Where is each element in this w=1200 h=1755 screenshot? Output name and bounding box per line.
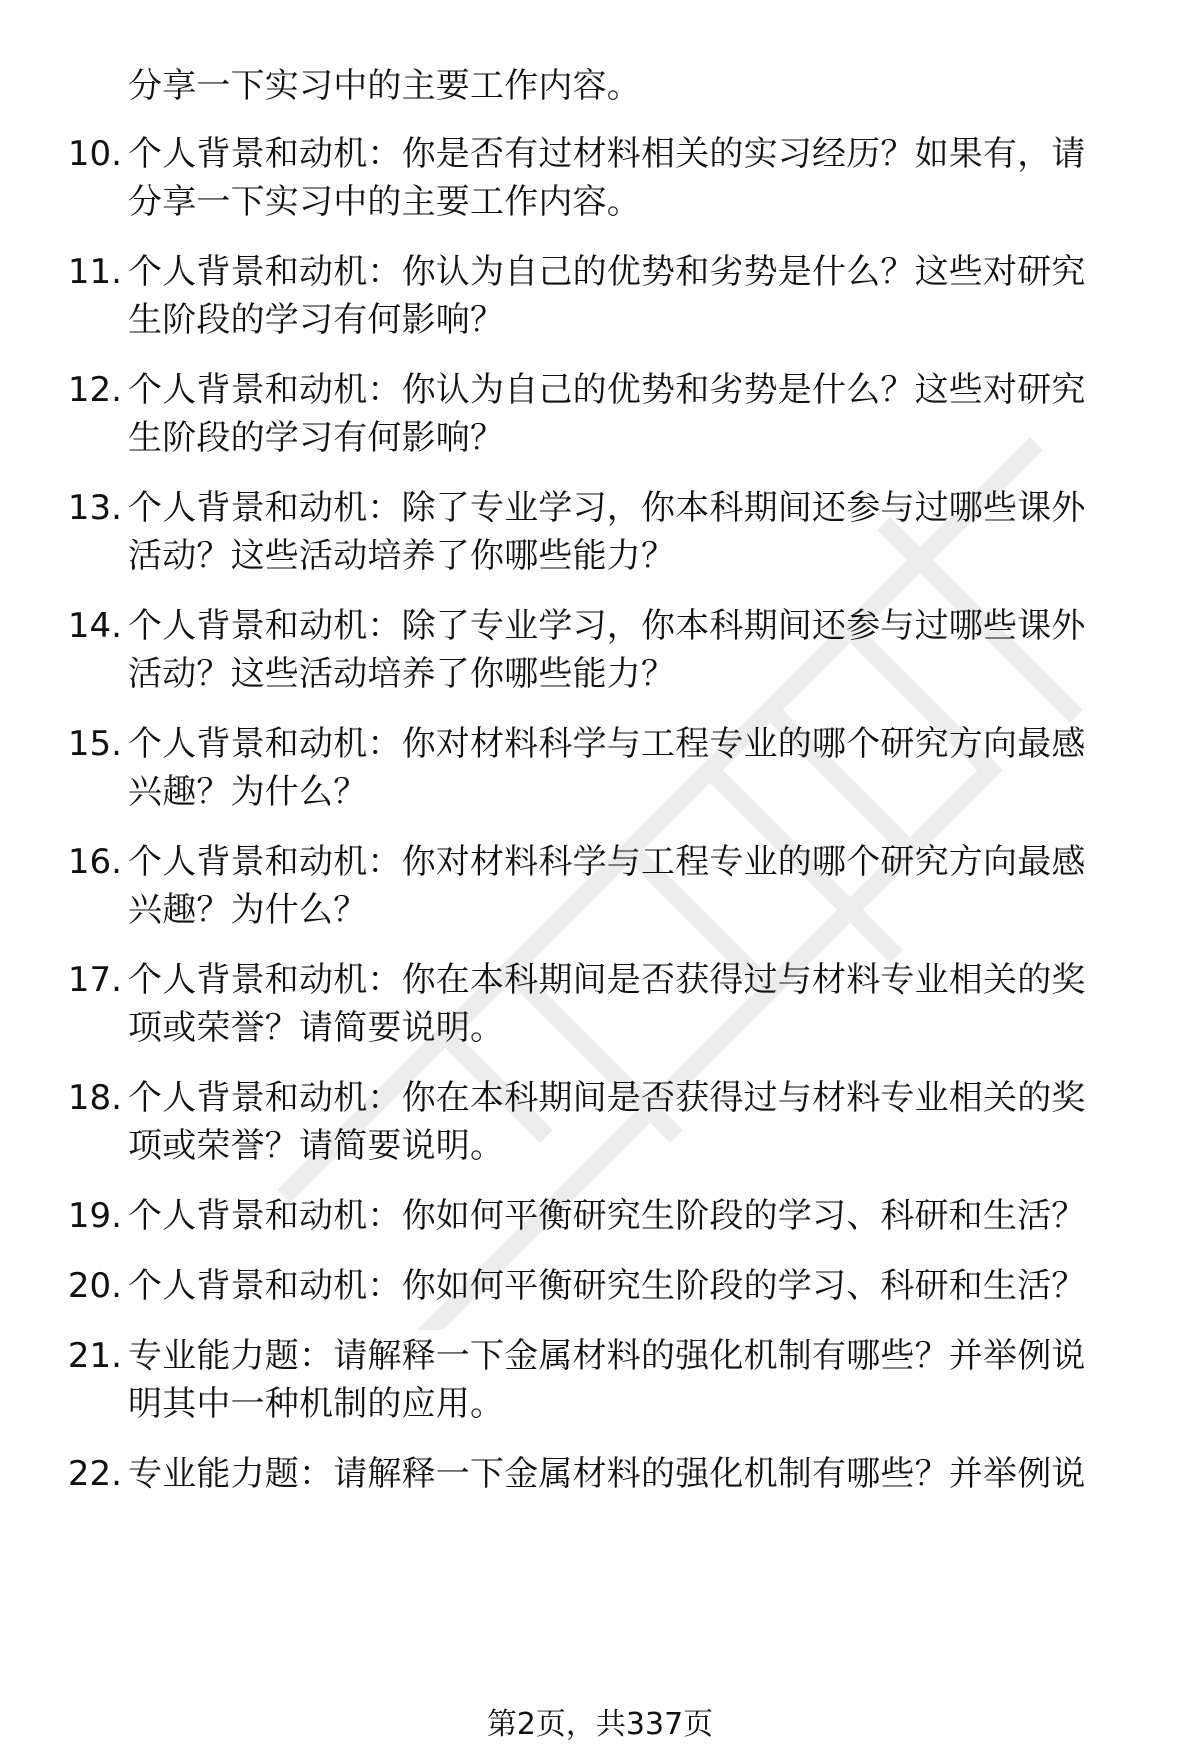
question-text: 个人背景和动机：你如何平衡研究生阶段的学习、科研和生活？ [128, 1196, 1086, 1236]
question-number: 20. [67, 1266, 122, 1306]
question-text: 个人背景和动机：你如何平衡研究生阶段的学习、科研和生活？ [128, 1266, 1086, 1306]
question-number: 14. [67, 606, 122, 646]
question-number: 13. [67, 488, 122, 528]
question-text: 个人背景和动机：除了专业学习，你本科期间还参与过哪些课外 活动？这些活动培养了你哪些能力？ [128, 606, 1086, 694]
question-number: 19. [67, 1196, 122, 1236]
question-number: 11. [67, 252, 122, 292]
question-text: 个人背景和动机：你认为自己的优势和劣势是什么？这些对研究 生阶段的学习有何影响？ [128, 252, 1086, 340]
question-number: 17. [67, 960, 122, 1000]
question-number: 22. [67, 1454, 122, 1494]
question-number: 15. [67, 724, 122, 764]
question-text: 专业能力题：请解释一下金属材料的强化机制有哪些？并举例说 [128, 1454, 1086, 1494]
question-text: 个人背景和动机：你对材料科学与工程专业的哪个研究方向最感 兴趣？为什么？ [128, 724, 1086, 812]
question-number: 16. [67, 842, 122, 882]
question-text: 个人背景和动机：你在本科期间是否获得过与材料专业相关的奖 项或荣誉？请简要说明。 [128, 1078, 1086, 1166]
question-text: 个人背景和动机：你认为自己的优势和劣势是什么？这些对研究 生阶段的学习有何影响？ [128, 370, 1086, 458]
question-text: 个人背景和动机：除了专业学习，你本科期间还参与过哪些课外 活动？这些活动培养了你哪些能力？ [128, 488, 1086, 576]
question-text: 个人背景和动机：你在本科期间是否获得过与材料专业相关的奖 项或荣誉？请简要说明。 [128, 960, 1086, 1048]
question-number: 10. [67, 134, 122, 174]
question-text: 个人背景和动机：你是否有过材料相关的实习经历？如果有，请 分享一下实习中的主要工作内容。 [128, 134, 1086, 222]
question-number: 12. [67, 370, 122, 410]
question-number: 18. [67, 1078, 122, 1118]
question-number: 21. [67, 1336, 122, 1376]
continuation-text: 分享一下实习中的主要工作内容。 [128, 66, 641, 106]
page-footer: 第2页，共337页 [486, 1707, 714, 1742]
question-text: 专业能力题：请解释一下金属材料的强化机制有哪些？并举例说 明其中一种机制的应用。 [128, 1336, 1086, 1424]
question-text: 个人背景和动机：你对材料科学与工程专业的哪个研究方向最感 兴趣？为什么？ [128, 842, 1086, 930]
